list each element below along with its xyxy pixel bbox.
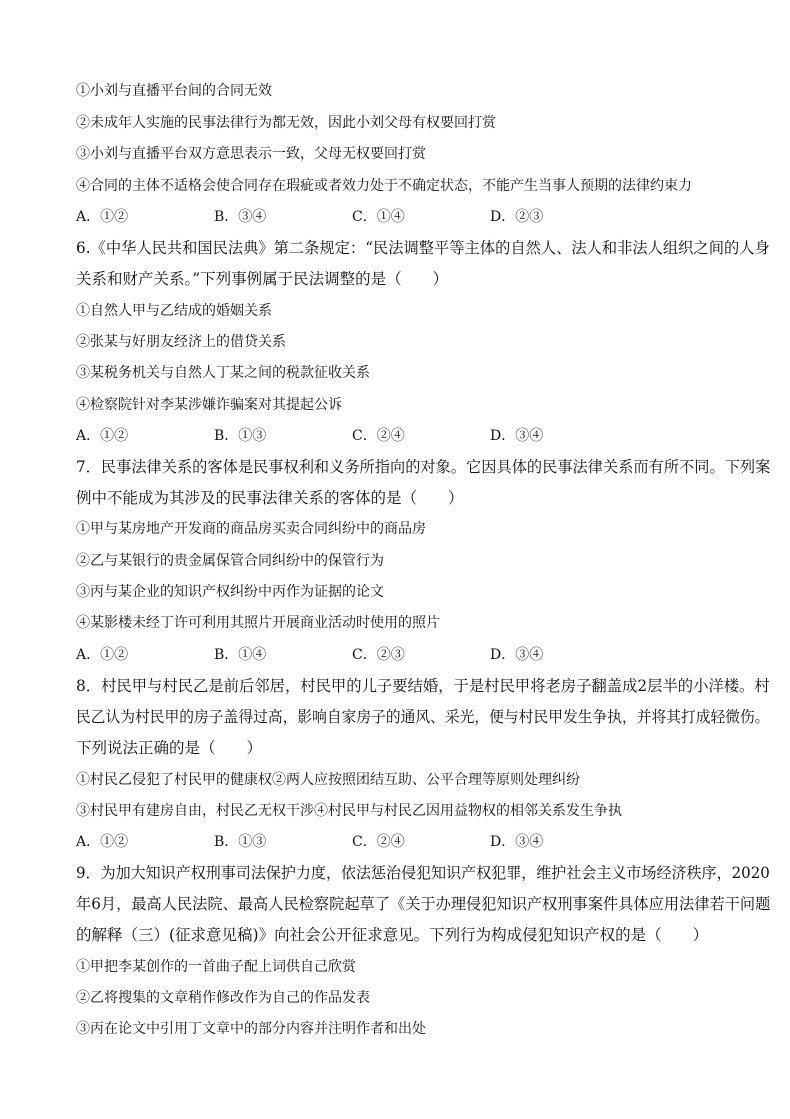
q9-stem-line-2: 年6月，最高人民法院、最高人民检察院起草了《关于办理侵犯知识产权刑事案件具体应用法律若干问题 bbox=[76, 895, 771, 913]
q6-stem-line-1: 6.《中华人民共和国民法典》第二条规定：“民法调整平等主体的自然人、法人和非法人组织之间的人身 bbox=[76, 239, 770, 257]
q5-option-d[interactable]: D．②③ bbox=[490, 209, 544, 225]
q6-item-4: ④检察院针对李某涉嫌诈骗案对其提起公诉 bbox=[76, 397, 342, 413]
q8-stem-line-2: 民乙认为村民甲的房子盖得过高，影响自家房子的通风、采光，便与村民甲发生争执，并将其打成轻微伤。 bbox=[76, 708, 770, 726]
q6-option-c[interactable]: C．②④ bbox=[352, 428, 405, 444]
q8-option-b[interactable]: B．①③ bbox=[214, 834, 267, 850]
q5-option-b[interactable]: B．③④ bbox=[214, 209, 267, 225]
q9-stem-line-1: 9．为加大知识产权刑事司法保护力度，依法惩治侵犯知识产权犯罪，维护社会主义市场经济秩序，2020 bbox=[76, 864, 770, 882]
q9-item-2: ②乙将搜集的文章稍作修改作为自己的作品发表 bbox=[76, 990, 370, 1006]
q8-stem-line-1: 8．村民甲与村民乙是前后邻居，村民甲的儿子要结婚，于是村民甲将老房子翻盖成2层半的小洋楼。村 bbox=[76, 677, 770, 695]
q6-option-d[interactable]: D．③④ bbox=[490, 428, 544, 444]
q9-item-3: ③丙在论文中引用丁文章中的部分内容并注明作者和出处 bbox=[76, 1021, 426, 1037]
q7-option-d[interactable]: D．③④ bbox=[490, 647, 544, 663]
q9-stem-line-3: 的解释（三）(征求意见稿)》向社会公开征求意见。下列行为构成侵犯知识产权的是（ ） bbox=[76, 926, 709, 944]
q5-item-1: ①小刘与直播平台间的合同无效 bbox=[76, 83, 272, 99]
q7-option-c[interactable]: C．②③ bbox=[352, 647, 405, 663]
q7-item-4: ④某影楼未经丁许可利用其照片开展商业活动时使用的照片 bbox=[76, 615, 440, 631]
q7-item-1: ①甲与某房地产开发商的商品房买卖合同纠纷中的商品房 bbox=[76, 521, 426, 537]
q6-item-3: ③某税务机关与自然人丁某之间的税款征收关系 bbox=[76, 365, 370, 381]
q5-option-c[interactable]: C．①④ bbox=[352, 209, 405, 225]
q5-item-4: ④合同的主体不适格会使合同存在瑕疵或者效力处于不确定状态，不能产生当事人预期的法律约束力 bbox=[76, 178, 692, 194]
q6-item-1: ①自然人甲与乙结成的婚姻关系 bbox=[76, 303, 272, 319]
q8-option-a[interactable]: A．①② bbox=[76, 834, 129, 850]
q6-item-2: ②张某与好朋友经济上的借贷关系 bbox=[76, 334, 286, 350]
q8-option-c[interactable]: C．②④ bbox=[352, 834, 405, 850]
q5-item-3: ③小刘与直播平台双方意思表示一致，父母无权要回打赏 bbox=[76, 146, 426, 162]
q5-option-a[interactable]: A．①② bbox=[76, 209, 129, 225]
q5-item-2: ②未成年人实施的民事法律行为都无效，因此小刘父母有权要回打赏 bbox=[76, 115, 496, 131]
q8-item-2: ③村民甲有建房自由，村民乙无权干涉④村民甲与村民乙因用益物权的相邻关系发生争执 bbox=[76, 803, 622, 819]
q6-option-a[interactable]: A．①② bbox=[76, 428, 129, 444]
q7-item-3: ③丙与某企业的知识产权纠纷中丙作为证据的论文 bbox=[76, 584, 384, 600]
q7-option-a[interactable]: A．①② bbox=[76, 647, 129, 663]
q7-option-b[interactable]: B．①④ bbox=[214, 647, 267, 663]
q6-stem-line-2: 关系和财产关系。”下列事例属于民法调整的是（ ） bbox=[76, 270, 449, 288]
q9-item-1: ①甲把李某创作的一首曲子配上词供自己欣赏 bbox=[76, 959, 356, 975]
q7-item-2: ②乙与某银行的贵金属保管合同纠纷中的保管行为 bbox=[76, 553, 384, 569]
q7-stem-line-2: 例中不能成为其涉及的民事法律关系的客体的是（ ） bbox=[76, 489, 464, 507]
q7-stem-line-1: 7．民事法律关系的客体是民事权利和义务所指向的对象。它因具体的民事法律关系而有所不同。下列案 bbox=[76, 458, 771, 476]
q6-option-b[interactable]: B．①③ bbox=[214, 428, 267, 444]
q8-stem-line-3: 下列说法正确的是（ ） bbox=[76, 739, 263, 757]
q8-option-d[interactable]: D．③④ bbox=[490, 834, 544, 850]
q8-item-1: ①村民乙侵犯了村民甲的健康权②两人应按照团结互助、公平合理等原则处理纠纷 bbox=[76, 772, 580, 788]
